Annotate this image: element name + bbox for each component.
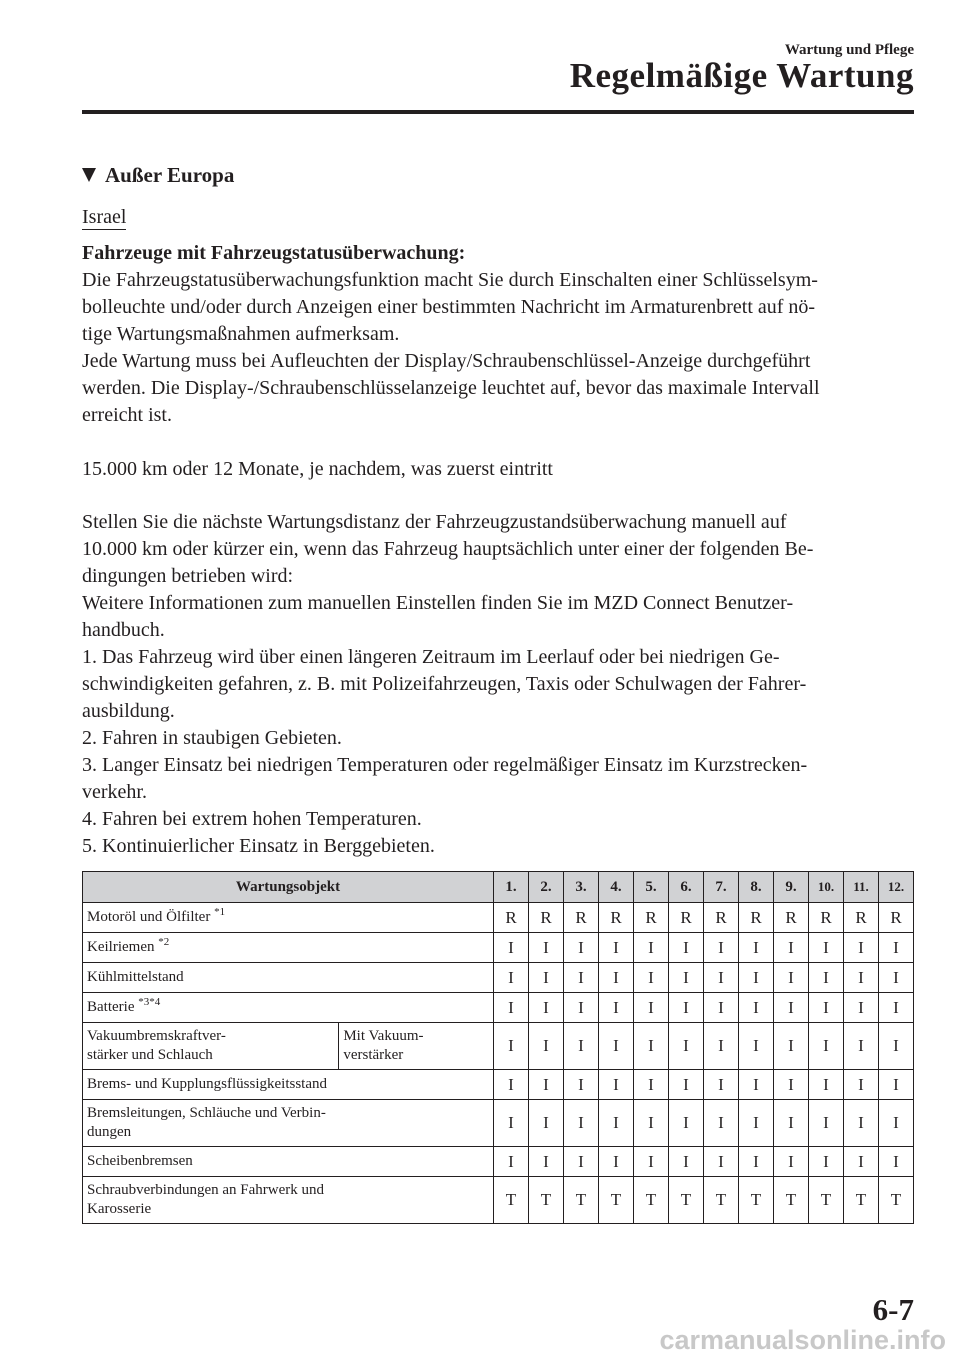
item-label: Scheibenbremsen — [87, 1153, 193, 1169]
interval-value-cell: I — [774, 1070, 809, 1100]
interval-value-cell: R — [494, 903, 529, 933]
interval-value-cell: I — [564, 963, 599, 993]
paragraph-conditions — [82, 509, 914, 860]
interval-value-cell: I — [529, 1023, 564, 1070]
maintenance-item-cell — [83, 963, 494, 993]
interval-value-cell: I — [634, 933, 669, 963]
interval-value-cell: R — [704, 903, 739, 933]
item-label-line: stärker und Schlauch — [87, 1047, 213, 1063]
text-line: dingungen betrieben wird: — [82, 565, 294, 587]
header-cell-interval: 6. — [669, 872, 704, 903]
maintenance-item-cell — [83, 903, 494, 933]
text-line: Die Fahrzeugstatusüberwachungsfunktion macht Sie durch Einschalten einer Schlüsselsym- — [82, 269, 818, 291]
condition-item-2: 2. Fahren in staubigen Gebieten. — [82, 727, 342, 749]
item-label-line: verstärker — [343, 1047, 404, 1063]
condition-item-4: 4. Fahren bei extrem hohen Temperaturen. — [82, 808, 422, 830]
interval-value-cell: I — [879, 993, 914, 1023]
interval-value-cell: I — [529, 1070, 564, 1100]
triangle-down-icon — [82, 168, 96, 182]
interval-value-cell: I — [844, 993, 879, 1023]
header-cell-interval: 1. — [494, 872, 529, 903]
interval-value-cell: T — [739, 1177, 774, 1224]
item-label: Brems- und Kupplungsflüssigkeitsstand — [87, 1076, 327, 1092]
header-cell-interval: 4. — [599, 872, 634, 903]
vehicle-type-line: Fahrzeuge mit Fahrzeugstatusüberwachung: — [82, 242, 466, 264]
interval-value-cell: R — [669, 903, 704, 933]
header-cell-item: Wartungsobjekt — [83, 872, 494, 903]
header-cell-interval: 5. — [634, 872, 669, 903]
interval-value-cell: T — [809, 1177, 844, 1224]
interval-value-cell: I — [599, 1100, 634, 1147]
interval-value-cell: I — [879, 1147, 914, 1177]
maintenance-schedule-table — [82, 871, 914, 1224]
interval-value-cell: I — [844, 963, 879, 993]
table-row — [83, 1177, 914, 1224]
interval-value-cell: I — [599, 1070, 634, 1100]
interval-value-cell: I — [494, 1147, 529, 1177]
maintenance-item-cell — [83, 1100, 494, 1147]
interval-value-cell: I — [774, 933, 809, 963]
interval-value-cell: I — [599, 933, 634, 963]
maintenance-item-cell — [83, 1023, 339, 1070]
interval-value-cell: R — [739, 903, 774, 933]
text-line: tige Wartungsmaßnahmen aufmerksam. — [82, 323, 400, 345]
table-row — [83, 933, 914, 963]
header-cell-interval: 2. — [529, 872, 564, 903]
footnote-marker: *3*4 — [138, 996, 161, 1008]
interval-value-cell: I — [879, 1023, 914, 1070]
interval-statement: 15.000 km oder 12 Monate, je nachdem, was zuerst eintritt — [82, 458, 553, 480]
text-line: Jede Wartung muss bei Aufleuchten der Display/Schraubenschlüssel-Anzeige durchgeführt — [82, 350, 811, 372]
interval-value-cell: I — [634, 1023, 669, 1070]
interval-value-cell: I — [739, 1147, 774, 1177]
text-line: werden. Die Display-/Schraubenschlüsselanzeige leuchtet auf, bevor das maximale Intervall — [82, 377, 820, 399]
interval-value-cell: I — [704, 1023, 739, 1070]
interval-value-cell: I — [704, 1070, 739, 1100]
interval-value-cell: I — [564, 1147, 599, 1177]
header-cell-interval: 12. — [879, 872, 914, 903]
header-title: Regelmäßige Wartung — [569, 56, 914, 95]
page-number: 6-7 — [872, 1292, 914, 1327]
interval-value-cell: I — [809, 993, 844, 1023]
table-row — [83, 903, 914, 933]
section-heading — [82, 156, 914, 194]
interval-value-cell: R — [879, 903, 914, 933]
text-line: Weitere Informationen zum manuellen Einstellen finden Sie im MZD Connect Benutzer- — [82, 592, 794, 614]
interval-value-cell: R — [564, 903, 599, 933]
header-cell-interval: 7. — [704, 872, 739, 903]
interval-value-cell: I — [494, 1100, 529, 1147]
interval-value-cell: I — [809, 1023, 844, 1070]
interval-value-cell: T — [669, 1177, 704, 1224]
main-content — [82, 156, 914, 860]
text-line: schwindigkeiten gefahren, z. B. mit Polizeifahrzeugen, Taxis oder Schulwagen der Fahrer- — [82, 673, 807, 695]
interval-value-cell: I — [879, 1070, 914, 1100]
header-cell-interval: 10. — [809, 872, 844, 903]
table-row — [83, 1100, 914, 1147]
text-line: Stellen Sie die nächste Wartungsdistanz der Fahrzeugzustandsüberwachung manuell auf — [82, 511, 787, 533]
footnote-marker: *2 — [158, 936, 170, 948]
item-label-line: Mit Vakuum- — [343, 1028, 424, 1044]
interval-value-cell: I — [529, 933, 564, 963]
country-heading — [82, 200, 914, 234]
item-label-line: dungen — [87, 1124, 132, 1140]
interval-value-cell: I — [564, 1070, 599, 1100]
interval-value-cell: I — [529, 1147, 564, 1177]
text-line: verkehr. — [82, 781, 147, 803]
maintenance-item-cell — [83, 1070, 494, 1100]
interval-value-cell: I — [669, 1147, 704, 1177]
interval-value-cell: R — [529, 903, 564, 933]
condition-item-1: 1. Das Fahrzeug wird über einen längeren Zeitraum im Leerlauf oder bei niedrigen Ge- — [82, 646, 780, 668]
interval-value-cell: I — [529, 963, 564, 993]
interval-value-cell: I — [844, 1023, 879, 1070]
interval-value-cell: I — [564, 993, 599, 1023]
interval-value-cell: I — [599, 963, 634, 993]
text-line: 10.000 km oder kürzer ein, wenn das Fahrzeug hauptsächlich unter einer der folgenden Be- — [82, 538, 814, 560]
interval-value-cell: I — [739, 1100, 774, 1147]
item-label: Batterie — [87, 999, 135, 1015]
text-line: erreicht ist. — [82, 404, 172, 426]
interval-value-cell: I — [704, 1100, 739, 1147]
interval-value-cell: I — [739, 993, 774, 1023]
interval-value-cell: T — [879, 1177, 914, 1224]
interval-value-cell: I — [704, 1147, 739, 1177]
interval-value-cell: I — [634, 963, 669, 993]
section-heading-text: Außer Europa — [105, 163, 235, 187]
interval-value-cell: I — [809, 1100, 844, 1147]
interval-value-cell: I — [529, 993, 564, 1023]
interval-value-cell: T — [494, 1177, 529, 1224]
item-subtype-cell — [339, 1023, 494, 1070]
maintenance-item-cell — [83, 933, 494, 963]
interval-value-cell: R — [809, 903, 844, 933]
interval-value-cell: I — [879, 933, 914, 963]
footnote-marker: *1 — [214, 906, 226, 918]
interval-value-cell: I — [844, 933, 879, 963]
table-row — [83, 1147, 914, 1177]
interval-value-cell: I — [564, 1100, 599, 1147]
interval-value-cell: I — [774, 1023, 809, 1070]
interval-value-cell: I — [494, 963, 529, 993]
text-line: ausbildung. — [82, 700, 175, 722]
interval-value-cell: I — [564, 933, 599, 963]
interval-value-cell: I — [494, 1070, 529, 1100]
header-cell-interval: 3. — [564, 872, 599, 903]
interval-value-cell: I — [704, 993, 739, 1023]
watermark: carmanualsonline.info — [659, 1325, 946, 1355]
interval-value-cell: I — [809, 933, 844, 963]
interval-value-cell: I — [494, 933, 529, 963]
interval-value-cell: I — [739, 1023, 774, 1070]
interval-value-cell: I — [844, 1147, 879, 1177]
table-row — [83, 1070, 914, 1100]
interval-value-cell: R — [599, 903, 634, 933]
interval-value-cell: I — [529, 1100, 564, 1147]
interval-value-cell: I — [809, 1070, 844, 1100]
interval-value-cell: I — [669, 933, 704, 963]
interval-value-cell: I — [809, 1147, 844, 1177]
maintenance-item-cell — [83, 1147, 494, 1177]
maintenance-item-cell — [83, 993, 494, 1023]
condition-item-3: 3. Langer Einsatz bei niedrigen Temperaturen oder regelmäßiger Einsatz im Kurzstrecken- — [82, 754, 808, 776]
interval-value-cell: I — [774, 1100, 809, 1147]
interval-value-cell: T — [704, 1177, 739, 1224]
text-line: bolleuchte und/oder durch Anzeigen einer bestimmten Nachricht im Armaturenbrett auf nö- — [82, 296, 816, 318]
interval-value-cell: I — [879, 963, 914, 993]
country-heading-text: Israel — [82, 206, 127, 228]
header-cell-interval: 9. — [774, 872, 809, 903]
interval-value-cell: I — [774, 993, 809, 1023]
interval-value-cell: T — [844, 1177, 879, 1224]
header-cell-interval: 8. — [739, 872, 774, 903]
interval-value-cell: I — [634, 1100, 669, 1147]
interval-value-cell: I — [669, 1100, 704, 1147]
interval-value-cell: T — [529, 1177, 564, 1224]
interval-value-cell: I — [669, 1023, 704, 1070]
interval-value-cell: T — [774, 1177, 809, 1224]
interval-value-cell: I — [844, 1100, 879, 1147]
interval-value-cell: I — [739, 963, 774, 993]
item-label: Keilriemen — [87, 939, 155, 955]
header-divider — [82, 110, 914, 114]
interval-value-cell: I — [634, 1147, 669, 1177]
item-label-line: Bremsleitungen, Schläuche und Verbin- — [87, 1105, 326, 1121]
interval-value-cell: I — [564, 1023, 599, 1070]
interval-value-cell: T — [599, 1177, 634, 1224]
header-section-label: Wartung und Pflege — [784, 42, 914, 58]
interval-value-cell: I — [634, 993, 669, 1023]
item-label-line: Vakuumbremskraftver- — [87, 1028, 226, 1044]
interval-value-cell: I — [669, 963, 704, 993]
interval-value-cell: R — [774, 903, 809, 933]
item-label-line: Karosserie — [87, 1201, 152, 1217]
interval-value-cell: T — [634, 1177, 669, 1224]
interval-value-cell: I — [774, 1147, 809, 1177]
item-label: Kühlmittelstand — [87, 969, 184, 985]
interval-value-cell: I — [599, 993, 634, 1023]
interval-value-cell: I — [494, 1023, 529, 1070]
interval-value-cell: I — [494, 993, 529, 1023]
table-row — [83, 1023, 914, 1070]
interval-value-cell: I — [844, 1070, 879, 1100]
header-cell-interval: 11. — [844, 872, 879, 903]
table-row — [83, 963, 914, 993]
maintenance-item-cell — [83, 1177, 494, 1224]
interval-value-cell: I — [704, 933, 739, 963]
interval-value-cell: I — [634, 1070, 669, 1100]
condition-item-5: 5. Kontinuierlicher Einsatz in Berggebieten. — [82, 835, 435, 857]
text-line: handbuch. — [82, 619, 165, 641]
interval-value-cell: R — [634, 903, 669, 933]
interval-value-cell: I — [599, 1023, 634, 1070]
interval-value-cell: I — [669, 1070, 704, 1100]
paragraph-intro — [82, 267, 914, 429]
interval-value-cell: I — [809, 963, 844, 993]
interval-value-cell: I — [599, 1147, 634, 1177]
interval-value-cell: I — [704, 963, 739, 993]
item-label-line: Schraubverbindungen an Fahrwerk und — [87, 1182, 325, 1198]
item-label: Motoröl und Ölfilter — [87, 909, 211, 925]
table-row — [83, 993, 914, 1023]
interval-value-cell: R — [844, 903, 879, 933]
interval-value-cell: I — [669, 993, 704, 1023]
interval-value-cell: I — [879, 1100, 914, 1147]
interval-value-cell: I — [774, 963, 809, 993]
interval-value-cell: I — [739, 1070, 774, 1100]
interval-value-cell: T — [564, 1177, 599, 1224]
table-body — [83, 903, 914, 1224]
interval-value-cell: I — [739, 933, 774, 963]
table-header-row — [83, 872, 914, 903]
